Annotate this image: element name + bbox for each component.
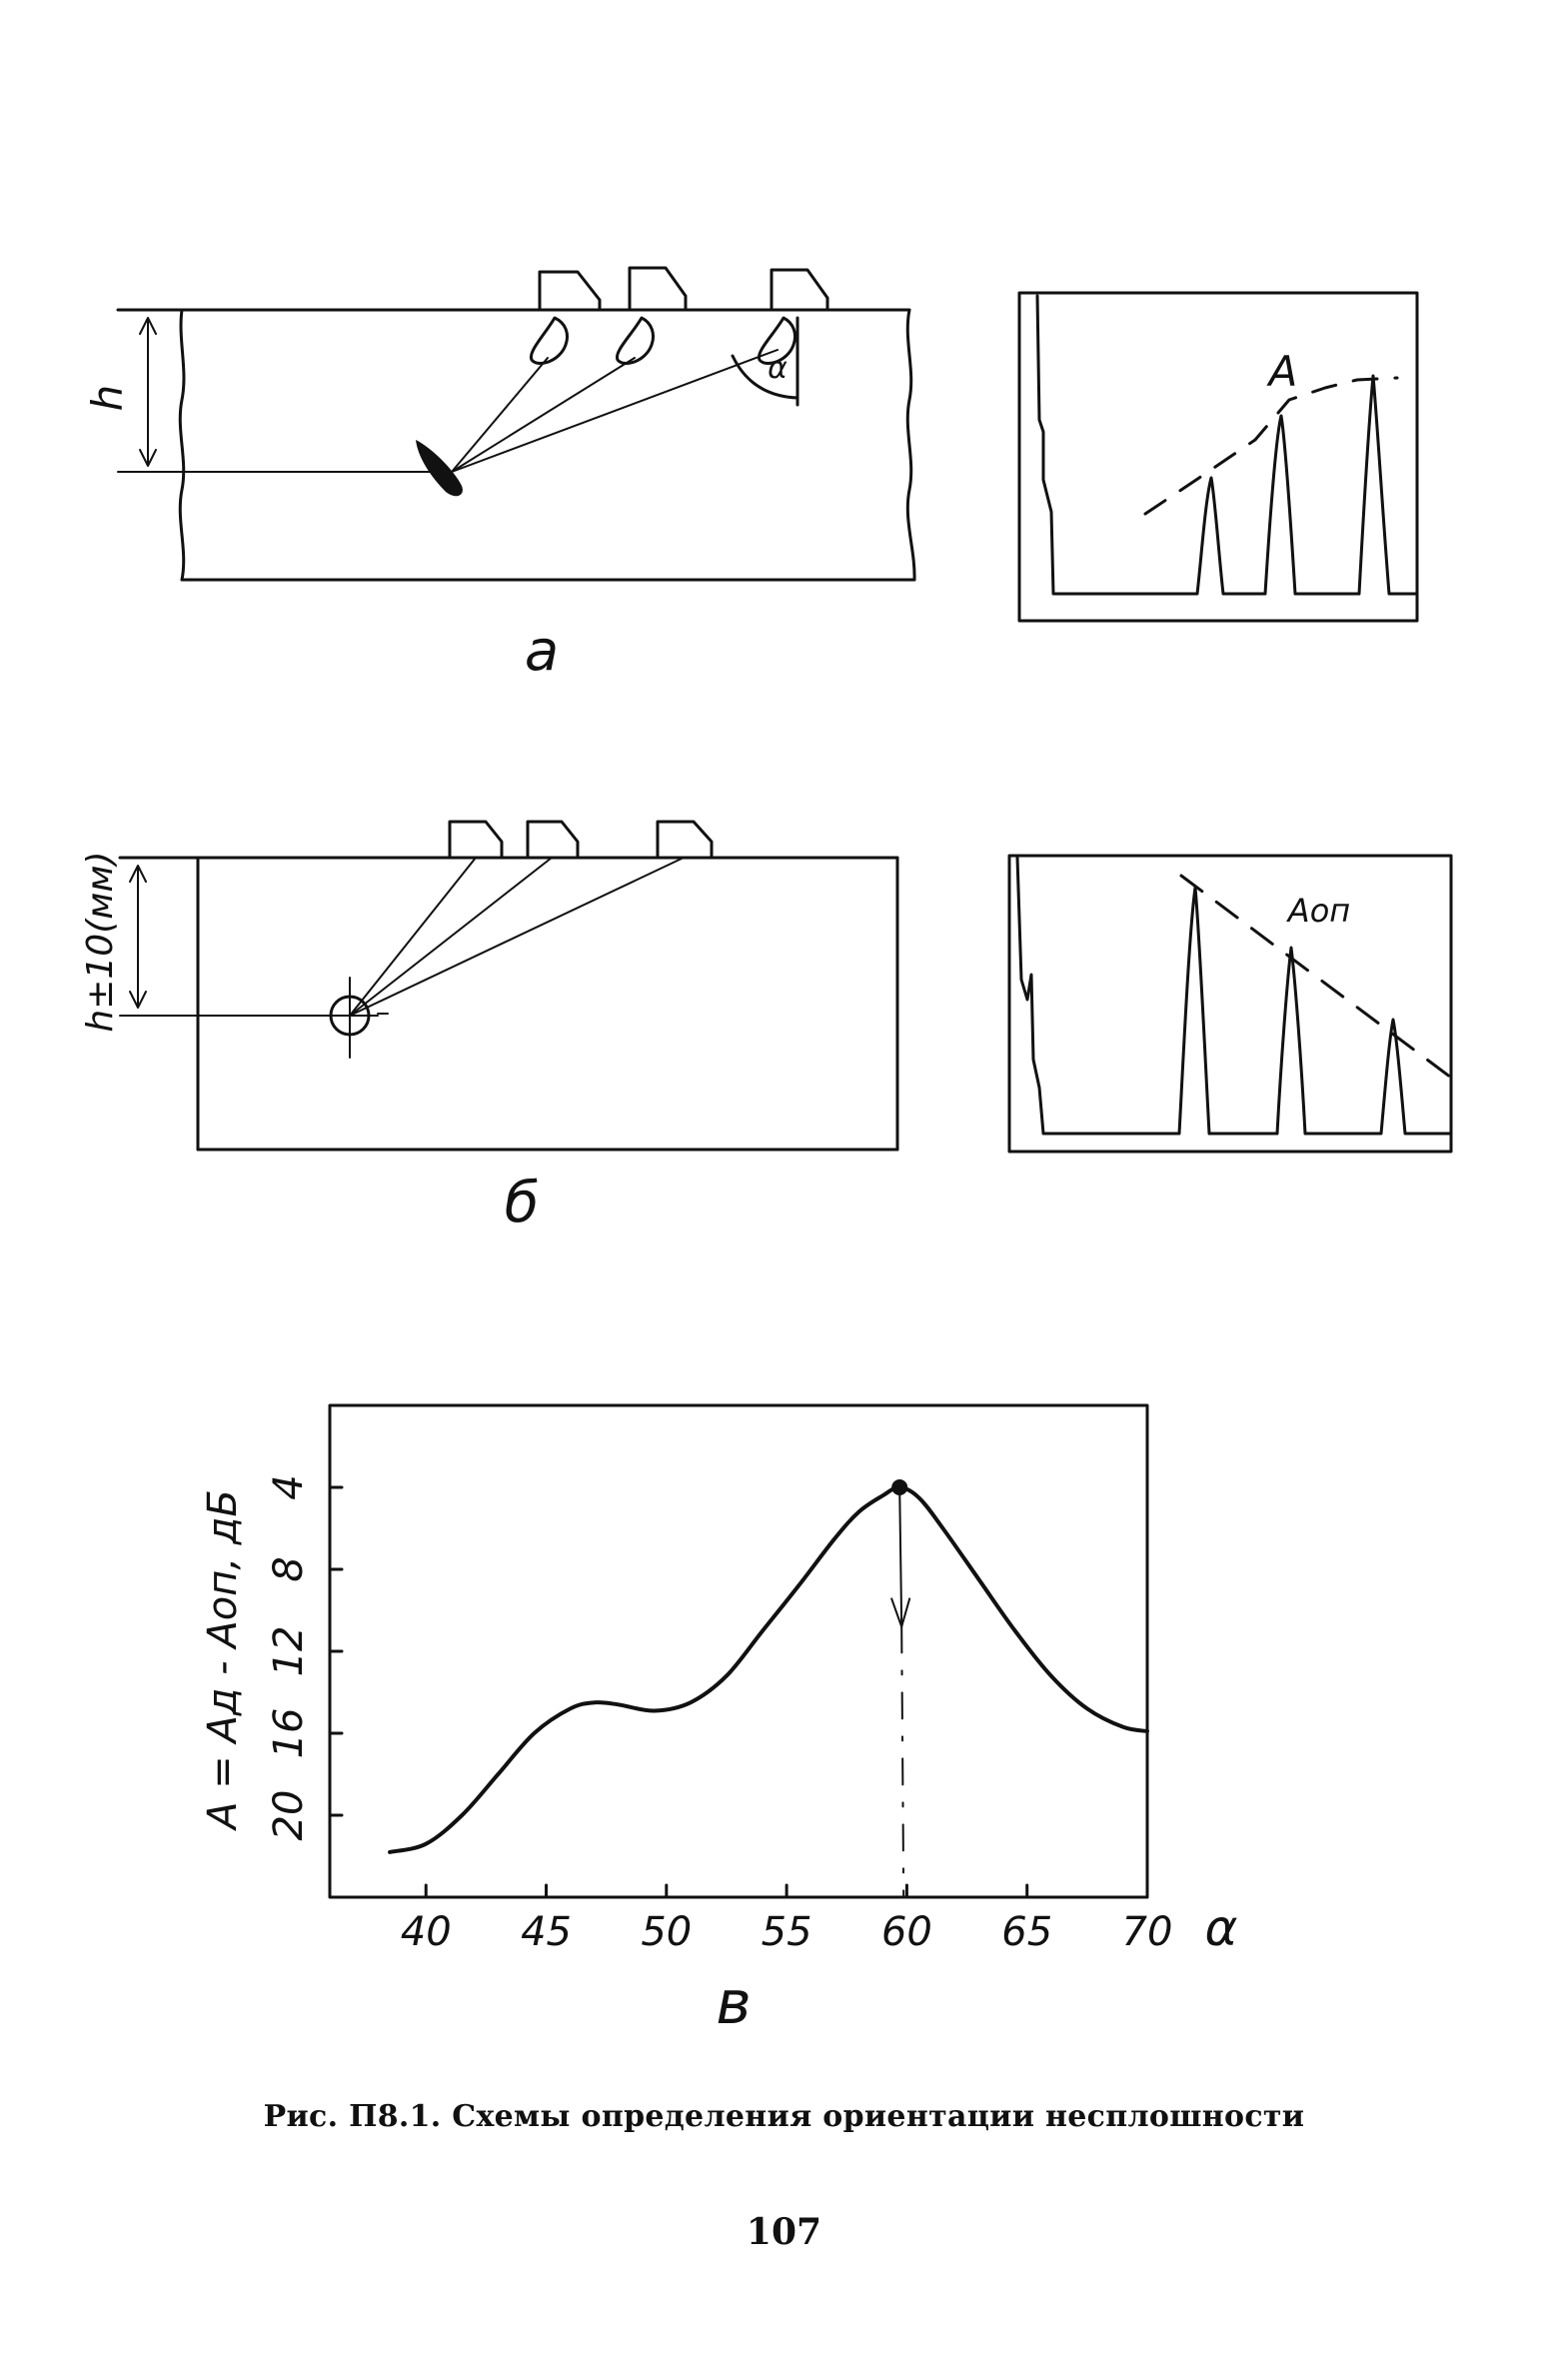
- chart-drop-line-dashed: [901, 1626, 903, 1897]
- y-tick-label: 12: [266, 1625, 312, 1677]
- x-tick-label: 45: [521, 1909, 572, 1955]
- label-A: A: [1268, 347, 1298, 396]
- beam-rays-b: [350, 858, 684, 1016]
- label-h: h: [83, 384, 132, 412]
- defect-b: [322, 978, 388, 1058]
- page-number: 107: [746, 2211, 822, 2253]
- sublabel-b: б: [504, 1171, 540, 1235]
- chart-peak-marker: [891, 1479, 907, 1495]
- figure-caption: Рис. П8.1. Схемы определения ориентации несплошности: [263, 2099, 1305, 2134]
- y-tick-label: 4: [266, 1474, 312, 1500]
- scope-a-trace: [1037, 296, 1417, 594]
- x-tick-label: 50: [641, 1909, 693, 1955]
- probes-b: [450, 822, 712, 858]
- chart-ylabel: A = Aд - Aоп, дБ: [200, 1489, 246, 1829]
- label-alpha-a: α: [768, 351, 787, 386]
- chart-sublabel: в: [716, 1968, 752, 2038]
- scope-b-trace: [1017, 858, 1451, 1134]
- depth-arrow-a: [140, 318, 156, 466]
- probes-a: [540, 268, 827, 310]
- scope-a-frame: [1019, 293, 1417, 621]
- specimen-a: [118, 310, 914, 580]
- x-tick-label: 55: [761, 1909, 812, 1955]
- label-depth-b: h±10(мм): [80, 851, 121, 1033]
- depth-arrow-b: [130, 866, 146, 1008]
- sublabel-a: а: [524, 619, 560, 684]
- label-Aop: Aоп: [1287, 892, 1351, 930]
- specimen-b: [120, 858, 897, 1150]
- chart-xlabel: α: [1204, 1899, 1238, 1957]
- beam-rays-a: [452, 350, 778, 472]
- x-tick-label: 70: [1121, 1909, 1173, 1955]
- chart-ticks: [330, 1487, 1147, 1897]
- chart-series-curve: [390, 1487, 1147, 1852]
- x-tick-label: 60: [880, 1909, 932, 1955]
- y-tick-label: 20: [266, 1789, 312, 1841]
- y-tick-label: 8: [266, 1556, 312, 1582]
- x-tick-label: 65: [1001, 1909, 1053, 1955]
- beam-lobes-a: [531, 318, 794, 364]
- chart-drop-line: [899, 1487, 901, 1626]
- x-tick-label: 40: [400, 1909, 452, 1955]
- y-tick-label: 16: [266, 1707, 312, 1759]
- chart-tick-labels: [266, 1474, 1172, 1955]
